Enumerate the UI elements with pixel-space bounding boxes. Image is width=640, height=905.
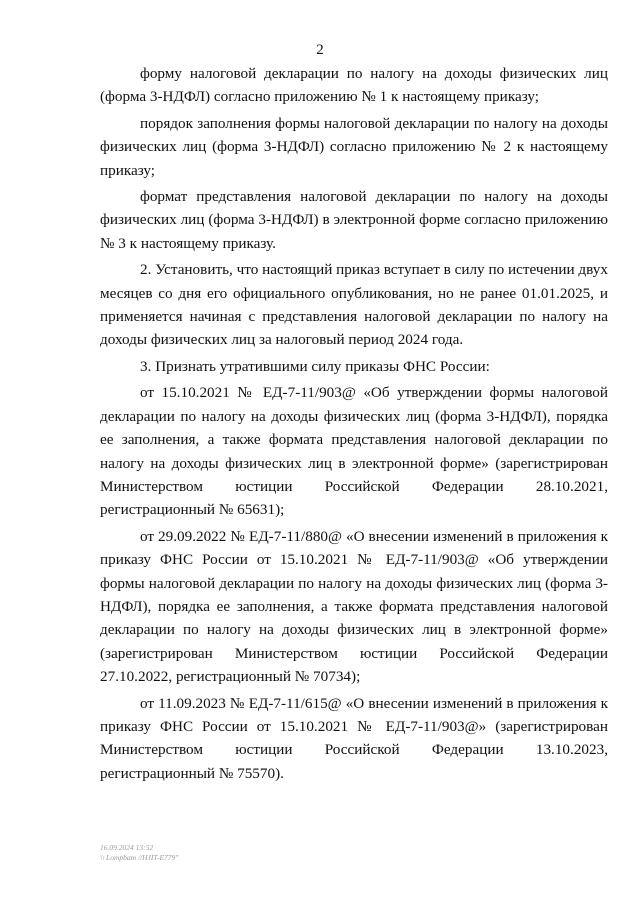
footer-timestamp: 16.09.2024 13:52 — [100, 843, 154, 852]
document-body — [100, 62, 608, 788]
paragraph-item-3: формат представления налоговой декларации по налогу на доходы физических лиц (форма 3-НДФЛ) в электронной форме согласно приложению № 3 к настоящему приказу. — [100, 188, 608, 252]
page-number: 2 — [316, 42, 324, 58]
footer-file-path: \\ Lompbam //HJIT-E779" — [100, 853, 179, 862]
paragraph-item-2: порядок заполнения формы налоговой декларации по налогу на доходы физических лиц (форма 3-НДФЛ) согласно приложению № 2 к настоящему приказу; — [100, 114, 608, 179]
footer-stamp — [100, 843, 178, 863]
paragraph-order-903: от 15.10.2021 № ЕД-7-11/903@ «Об утверждении формы налоговой декларации по налогу на доходы физических лиц (форма 3-НДФЛ), порядка ее заполнения, а также формата представления налоговой декларации по налогу на доходы физических лиц в электронной форме» (зарегистрирован Министерством юстиции Российской Федерации 28.10.2021, регистрационный № 65631); — [100, 384, 608, 519]
paragraph-order-880: от 29.09.2022 № ЕД-7-11/880@ «О внесении изменений в приложения к приказу ФНС России от 15.10.2021 № ЕД-7-11/903@ «Об утверждении формы налоговой декларации по налогу на доходы физических лиц (форма 3-НДФЛ), порядка ее заполнения, а также формата представления налоговой декларации по налогу на доходы физических лиц в электронной форме» (зарегистрирован Министерством юстиции Российской Федерации 27.10.2022, регистрационный № 70734); — [100, 527, 608, 686]
paragraph-clause-2: 2. Установить, что настоящий приказ вступает в силу по истечении двух месяцев со дня его официального опубликования, но не ранее 01.01.2025, и применяется начиная с представления налоговой декларации по налогу на доходы физических лиц за налоговый период 2024 года. — [100, 261, 608, 349]
paragraph-item-1: форму налоговой декларации по налогу на доходы физических лиц (форма 3-НДФЛ) согласно приложению № 1 к настоящему приказу; — [100, 65, 608, 106]
paragraph-order-615: от 11.09.2023 № ЕД-7-11/615@ «О внесении изменений в приложения к приказу ФНС России от 15.10.2021 № ЕД-7-11/903@» (зарегистрирован Министерством юстиции Российской Федерации 13.10.2023, регистрационный № 75570). — [100, 694, 608, 782]
paragraph-clause-3: 3. Признать утратившими силу приказы ФНС России: — [140, 357, 490, 375]
